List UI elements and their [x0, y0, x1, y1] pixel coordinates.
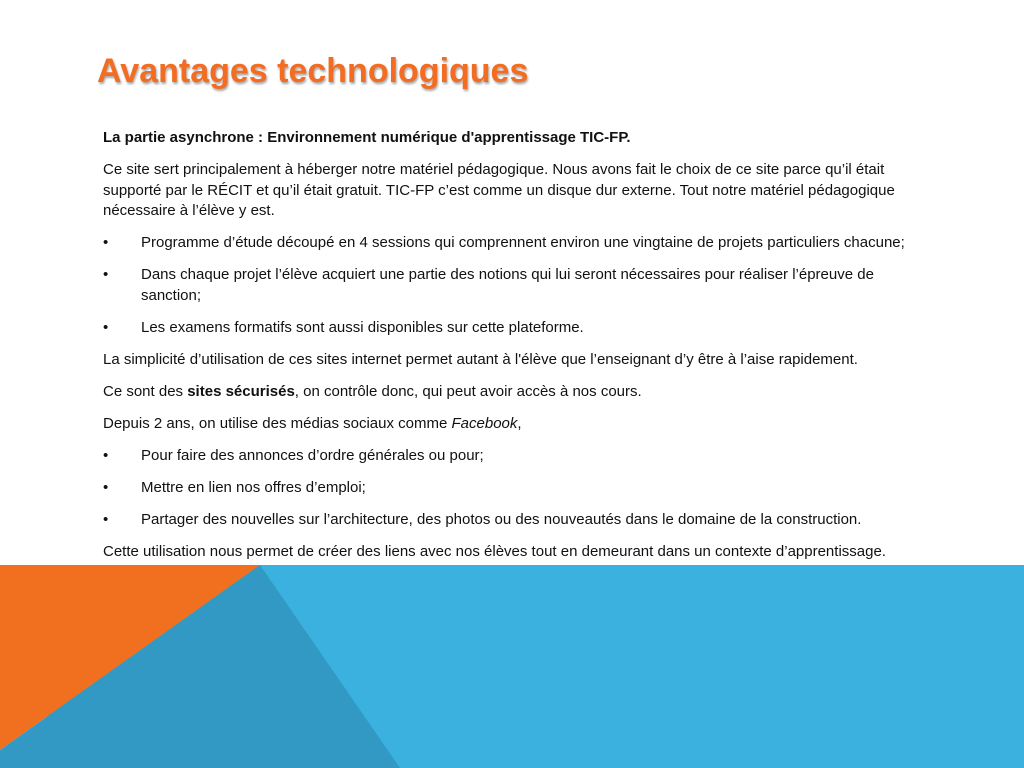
- closing-paragraph: Cette utilisation nous permet de créer des liens avec nos élèves tout en demeurant dans un contexte d’apprentissage.: [103, 542, 886, 560]
- bullet-icon: •: [103, 266, 109, 283]
- security-paragraph: Ce sont des sites sécurisés, on contrôle donc, qui peut avoir accès à nos cours.: [103, 382, 642, 400]
- list-item-text: Dans chaque projet l’élève acquiert une partie des notions qui lui seront nécessaires pour réaliser l’épreuve de sanction;: [141, 266, 874, 304]
- simplicity-paragraph: La simplicité d’utilisation de ces sites internet permet autant à l'élève que l’enseignant d’y être à l’aise rapidement.: [103, 350, 858, 368]
- bullet-icon: •: [103, 510, 109, 528]
- slide-title: Avantages technologiques: [97, 52, 529, 90]
- bullet-icon: •: [103, 318, 109, 336]
- secure-sites-emphasis: sites sécurisés: [187, 382, 295, 400]
- bullet-icon: •: [103, 478, 109, 496]
- list-item-text: Partager des nouvelles sur l’architecture, des photos ou des nouveautés dans le domaine de la construction.: [141, 510, 862, 528]
- facebook-emphasis: Facebook: [451, 414, 518, 432]
- bullet-icon: •: [103, 234, 109, 251]
- list-item-text: Les examens formatifs sont aussi disponibles sur cette plateforme.: [141, 318, 584, 336]
- social-media-paragraph: Depuis 2 ans, on utilise des médias sociaux comme Facebook,: [103, 414, 522, 432]
- list-item-text: Programme d’étude découpé en 4 sessions qui comprennent environ une vingtaine de projets particuliers chacune;: [141, 234, 905, 251]
- list-item: [103, 265, 918, 306]
- list-item: [103, 318, 918, 339]
- list-item: [103, 478, 918, 499]
- bullet-icon: •: [103, 446, 109, 464]
- section-heading: La partie asynchrone : Environnement numérique d'apprentissage TIC-FP.: [103, 129, 631, 146]
- list-item: [103, 446, 918, 467]
- list-item-text: Pour faire des annonces d’ordre générales ou pour;: [141, 446, 484, 464]
- slide-content: [103, 128, 918, 574]
- intro-paragraph: Ce site sert principalement à héberger notre matériel pédagogique. Nous avons fait le choix de ce site parce qu’il était supporté par le RÉCIT et qu’il était gratuit. TIC-FP c’est comme un disque dur externe. Tout notre matériel pédagogique nécessaire à l’élève y est.: [103, 161, 895, 219]
- list-item: [103, 510, 918, 531]
- list-item: [103, 233, 918, 254]
- list-item-text: Mettre en lien nos offres d’emploi;: [141, 478, 366, 496]
